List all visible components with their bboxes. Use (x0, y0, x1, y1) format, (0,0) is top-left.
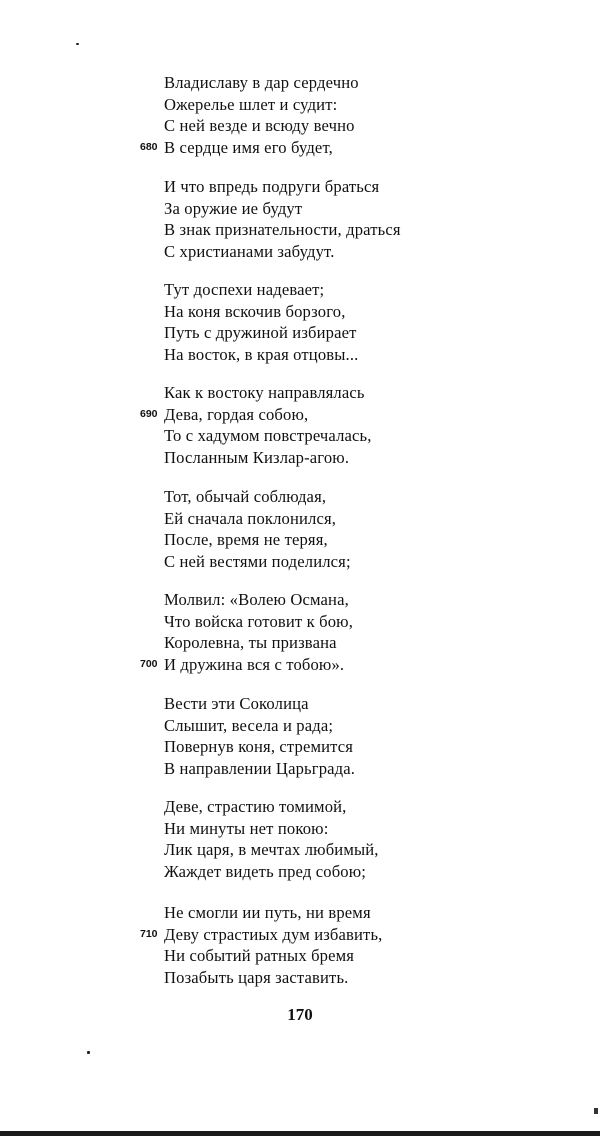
verse-line (164, 715, 464, 737)
verse-line (164, 198, 464, 220)
line-number: 710 (140, 927, 158, 940)
verse-line (164, 945, 464, 967)
verse-line-text: Тут доспехи надевает; (164, 280, 325, 299)
verse-line (164, 115, 464, 137)
verse-line (164, 758, 464, 780)
verse-line (140, 137, 464, 159)
verse-line (164, 94, 464, 116)
verse-line (164, 551, 464, 573)
verse-line (164, 344, 464, 366)
verse-line-text: Деве, страстию томимой, (164, 797, 347, 816)
line-number: 680 (140, 140, 158, 153)
verse-line-text: Тот, обычай соблюдая, (164, 487, 327, 506)
verse-line-text: Как к востоку направлялась (164, 383, 365, 402)
line-number: 700 (140, 657, 158, 670)
verse-line (164, 611, 464, 633)
verse-line (164, 693, 464, 715)
verse-line-text: И что впредь подруги браться (164, 177, 380, 196)
verse-line-text: И дружина вся с тобою». (164, 654, 345, 674)
scan-edge-mark (594, 1108, 598, 1114)
scan-bottom-edge (0, 1131, 600, 1136)
stanza (140, 382, 464, 468)
verse-line-text: Ей сначала поклонился, (164, 508, 337, 528)
verse-line-text: Лик царя, в мечтах любимый, (164, 840, 379, 859)
scan-speck (87, 1051, 90, 1054)
verse-line-text: На коня вскочив борзого, (164, 301, 346, 321)
verse-line-text: Путь с дружиной избирает (164, 323, 357, 342)
verse-line (164, 301, 464, 323)
verse-line (164, 447, 464, 469)
verse-line (164, 382, 464, 404)
verse-line-text: В направлении Царьграда. (164, 758, 356, 778)
verse-line-text: Не смогли ии путь, ни время (164, 903, 371, 922)
verse-line (164, 529, 464, 551)
verse-line-text: В сердце имя его будет, (164, 137, 333, 157)
stanza (164, 796, 464, 882)
verse-line-text: На восток, в края отцовы... (164, 344, 359, 364)
verse-line-text: За оружие ие будут (164, 198, 303, 218)
verse-line-text: После, время не теряя, (164, 530, 328, 549)
verse-line (164, 241, 464, 263)
stanza (140, 72, 464, 158)
verse-line-text: Молвил: «Волею Османа, (164, 590, 349, 609)
verse-line (140, 654, 464, 676)
verse-line-text: Повернув коня, стремится (164, 737, 354, 756)
verse-line (164, 486, 464, 508)
verse-line (164, 508, 464, 530)
verse-line-text: Вести эти Соколица (164, 694, 309, 713)
stanza (164, 176, 464, 262)
verse-line (164, 736, 464, 758)
verse-line-text: Владиславу в дар сердечно (164, 73, 359, 92)
verse-line (164, 322, 464, 344)
page-number: 170 (287, 1005, 313, 1024)
scan-speck (76, 43, 79, 45)
verse-line (164, 176, 464, 198)
stanza (140, 589, 464, 675)
verse-line-text: Деву страстиых дум избавить, (164, 924, 383, 944)
verse-line (164, 796, 464, 818)
verse-line-text: Ни минуты нет покою: (164, 818, 329, 838)
verse-line-text: Позабыть царя заставить. (164, 967, 349, 987)
verse-line-text: Ожерелье шлет и судит: (164, 94, 338, 114)
verse-line (164, 818, 464, 840)
verse-line-text: Посланным Кизлар-агою. (164, 447, 350, 467)
verse-line (164, 279, 464, 301)
verse-line (164, 219, 464, 241)
verse-line (164, 967, 464, 989)
stanza (140, 902, 464, 988)
verse-line (164, 839, 464, 861)
verse-line (164, 425, 464, 447)
line-number: 690 (140, 407, 158, 420)
verse-line-text: В знак признательности, драться (164, 220, 401, 239)
verse-line (140, 924, 464, 946)
verse-line (164, 589, 464, 611)
verse-line (164, 72, 464, 94)
verse-line (164, 861, 464, 883)
verse-line (140, 404, 464, 426)
verse-line-text: Ни событий ратных бремя (164, 946, 355, 965)
verse-line-text: Королевна, ты призвана (164, 633, 337, 652)
verse-line-text: То с хадумом повстречалась, (164, 426, 372, 445)
verse-line-text: Слышит, весела и рада; (164, 715, 334, 735)
verse-line (164, 632, 464, 654)
verse-line-text: Дева, гордая собою, (164, 404, 309, 424)
verse-line (164, 902, 464, 924)
stanza (164, 693, 464, 779)
verse-line-text: С ней вестями поделился; (164, 551, 351, 571)
verse-line-text: С христианами забудут. (164, 241, 335, 261)
verse-line-text: Что войска готовит к бою, (164, 611, 354, 631)
verse-line-text: Жаждет видеть пред собою; (164, 861, 367, 881)
stanza (164, 486, 464, 572)
stanza (164, 279, 464, 365)
verse-line-text: С ней везде и всюду вечно (164, 116, 355, 135)
